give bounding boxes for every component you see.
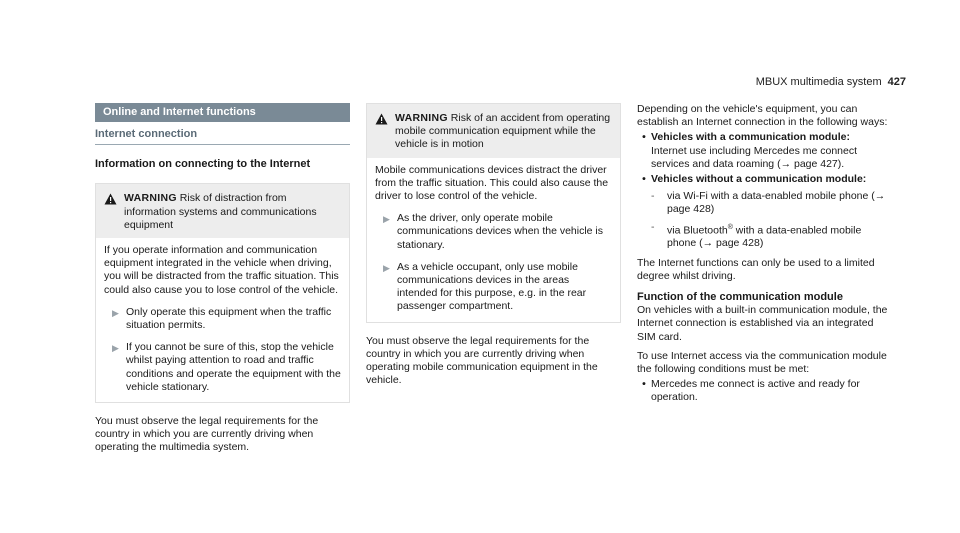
sub-list-text: via Wi-Fi with a data-enabled mobile phone (→ page 428) [667, 190, 886, 216]
section-title: Online and Internet functions [95, 103, 350, 122]
bullet-text: Internet use including Mercedes me connect services and data roaming (→ page 427). [651, 144, 858, 170]
warning-body-text: If you operate information and communication equipment integrated in the vehicle when driving, you will be distracted from the traffic situation. This could also cause you to lose control of the vehicle. [104, 244, 339, 296]
warning-action-text: As a vehicle occupant, only use mobile communications devices in the areas intended for this purpose, e.g. in the rear passenger compartment. [397, 260, 587, 313]
list-item [637, 131, 892, 171]
page-number: 427 [887, 76, 906, 88]
warning-title [395, 112, 612, 152]
dash-icon: - [651, 190, 655, 203]
warning-title-text: Risk of distraction from information systems and communications equipment [124, 192, 317, 231]
bullet-title: Vehicles without a communication module: [651, 173, 867, 186]
column-2 [366, 103, 621, 387]
bullet-title: Vehicles with a communication module: [651, 131, 850, 144]
warning-action-item [104, 341, 341, 394]
bullet-text: Mercedes me connect is active and ready for operation. [651, 378, 860, 404]
warning-action-item [375, 212, 612, 252]
legal-requirements-mobile-text: You must observe the legal requirements for the country in which you are currently driving when operating mobile communication equipment in the vehicle. [366, 334, 598, 387]
dash-icon: - [651, 220, 655, 233]
warning-header [367, 104, 620, 158]
legal-requirements-text: You must observe the legal requirements for the country in which you are currently driving when operating the multimedia system. [95, 415, 319, 454]
sub-list-item [651, 190, 892, 216]
play-arrow-icon: ▶ [112, 307, 119, 318]
list-item [637, 173, 892, 186]
warning-header [96, 184, 349, 238]
manual-title: MBUX multimedia system [755, 76, 882, 88]
warning-box-accident [366, 103, 621, 323]
warning-triangle-icon [104, 192, 118, 232]
column-1 [95, 103, 350, 455]
warning-body-text: Mobile communications devices distract the driver from the traffic situation. This could also cause the driver to lose control of the vehicle. [375, 163, 609, 203]
limited-use-text: The Internet functions can only be used to a limited degree whilst driving. [637, 256, 875, 282]
play-arrow-icon: ▶ [112, 343, 119, 354]
column-3 [637, 103, 892, 405]
warning-action-item [375, 261, 612, 314]
bullet-icon: • [642, 131, 646, 144]
connection-intro-text: Depending on the vehicle's equipment, you can establish an Internet connection in the following ways: [637, 103, 888, 129]
warning-title-text: Risk of an accident from operating mobile communication equipment while the vehicle is in motion [395, 112, 611, 151]
warning-action-item [104, 306, 341, 332]
warning-box-distraction [95, 183, 350, 403]
play-arrow-icon: ▶ [383, 214, 390, 225]
page-header [756, 76, 906, 88]
warning-body [367, 158, 620, 322]
registered-mark: ® [727, 223, 733, 231]
warning-action-text: As the driver, only operate mobile communications devices when the vehicle is stationary. [397, 212, 604, 251]
warning-action-text: If you cannot be sure of this, stop the vehicle whilst paying attention to road and traffic conditions and operate the equipment with the vehicle stationary. [126, 341, 341, 393]
sub-list-text: with a data-enabled mobile phone (→ page 428) [667, 224, 862, 250]
bullet-icon: • [642, 173, 646, 186]
heading-internet-info: Information on connecting to the Internet [95, 158, 311, 171]
warning-title [124, 192, 341, 232]
communication-module-text: On vehicles with a built-in communication module, the Internet connection is established via an integrated SIM card. [637, 304, 888, 343]
sub-list-text: via Bluetooth [667, 224, 728, 237]
warning-word: WARNING [124, 192, 177, 205]
warning-action-text: Only operate this equipment when the traffic situation permits. [126, 305, 332, 332]
warning-triangle-icon [375, 112, 389, 152]
subsection-title: Internet connection [95, 128, 350, 145]
play-arrow-icon: ▶ [383, 262, 390, 273]
bullet-icon: • [642, 378, 646, 391]
warning-word: WARNING [395, 112, 448, 124]
sub-list-item [651, 221, 892, 251]
conditions-intro-text: To use Internet access via the communication module the following conditions must be met: [637, 349, 887, 375]
list-item [637, 378, 892, 404]
heading-communication-module: Function of the communication module [637, 290, 843, 303]
warning-body [96, 238, 349, 402]
